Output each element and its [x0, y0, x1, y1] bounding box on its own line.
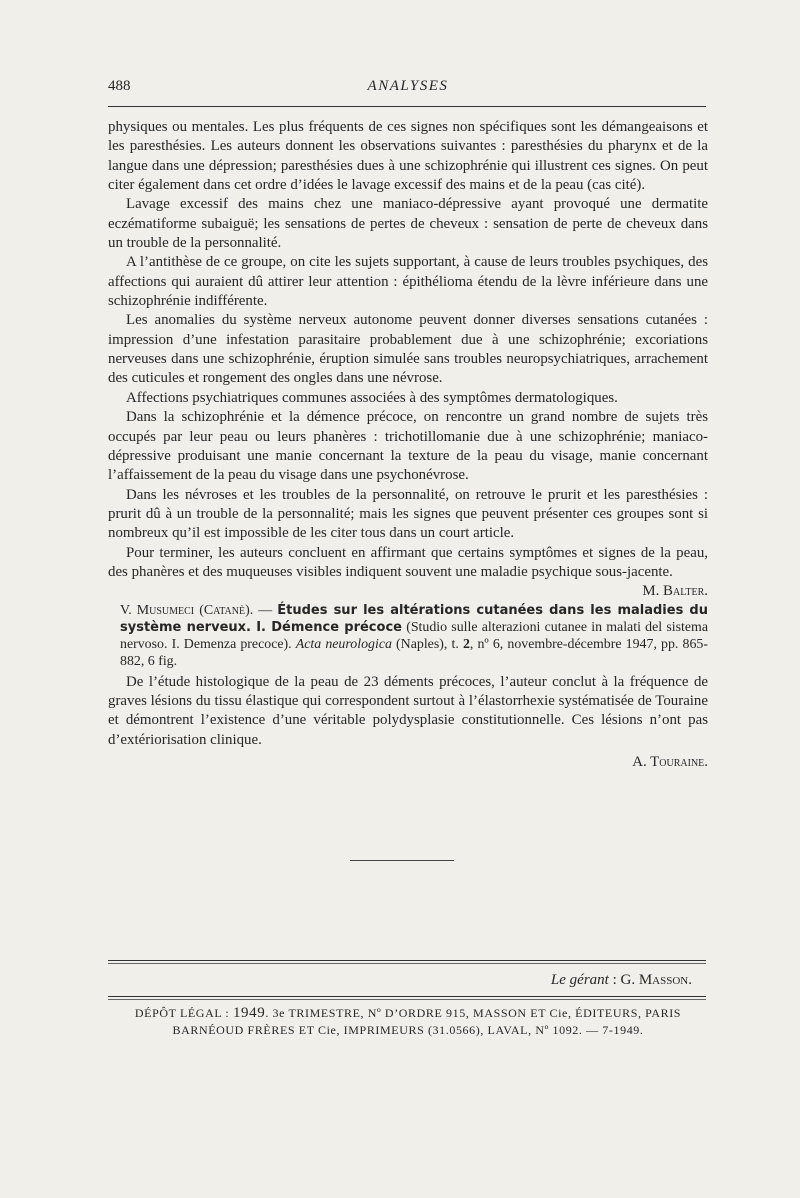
footer-line-1	[108, 1005, 708, 1022]
article1-paragraph: physiques ou mentales. Les plus fréquents de ces signes non spécifiques sont les démangeaisons et les paresthésies. Les auteurs donnent les observations suivantes : paresthésies du pharynx et de la langue dans une dépression; paresthésies dues à une schizophrénie qui illustrent ces signes. On peut citer également dans cet ordre d’idées le lavage excessif des mains et de la peau (cas cité).	[108, 119, 708, 194]
signature-text: A. Touraine.	[632, 753, 708, 770]
article1-paragraph: Pour terminer, les auteurs concluent en affirmant que certains symptômes et signes de la peau, des phanères et des muqueuses visibles indiquent souvent une maladie psychique sous-jacente.	[108, 544, 708, 580]
article2-citation-b: , nº 6, novembre-décembre 1947, pp. 865-882, 6 fig.	[120, 636, 708, 669]
article2-reference	[108, 602, 708, 670]
gerant-rule-top-2	[108, 963, 706, 964]
gerant-label: Le gérant	[550, 972, 609, 988]
article2-paragraph: De l’étude histologique de la peau de 23 déments précoces, l’auteur conclut à la fréquence de graves lésions du tissu élastique qui correspondent surtout à l’élastorrhexie systématisée de Touraine et démontrent l’existence d’une véritable polydysplasie constitutionnelle. Ces lésions n’ont pas d’extériorisation clinique.	[108, 673, 708, 748]
header-rule	[108, 106, 706, 107]
article1-paragraph: A l’antithèse de ce groupe, on cite les sujets supportant, à cause de leurs troubles psychiques, des affections qui auraient dû attirer leur attention : épithélioma étendu de la lèvre inférieure dans une schizophrénie indifférente.	[108, 254, 708, 310]
page-body	[108, 118, 708, 772]
article2-signature	[108, 753, 708, 772]
article2-volume: 2	[462, 636, 470, 652]
footer-rule-top	[108, 996, 706, 997]
signature-text: M. Balter.	[642, 583, 708, 600]
footer-depot: DÉPÔT LÉGAL :	[134, 1006, 233, 1020]
article2-journal: Acta neurologica	[295, 636, 392, 652]
article2-title: Études sur les altérations cutanées dans les maladies du système nerveux. I. Démence précoce	[120, 602, 708, 635]
article2-original-title: (Studio sulle alterazioni cutanee in malati del sistema nervoso. I. Demenza precoce).	[120, 619, 708, 652]
gerant-line	[551, 972, 692, 989]
article1-paragraph: Les anomalies du système nerveux autonome peuvent donner diverses sensations cutanées : impression d’une infestation parasitaire probablement due à une schizophrénie; excoriations nerveuses dans une schizophrénie, éruption simulée sans troubles neuropsychiatriques, arrachement des cuticules et rongement des ongles dans une névrose.	[108, 312, 708, 387]
article1-paragraph: Lavage excessif des mains chez une maniaco-dépressive ayant provoqué une dermatite eczématiforme subaiguë; les sensations de pertes de cheveux : sensation de perte de cheveux dans un trouble de la personnalité.	[108, 196, 708, 252]
footer-rule-top-2	[108, 999, 706, 1000]
article2-citation-a: (Naples), t.	[391, 636, 463, 652]
gerant-sep: :	[608, 972, 621, 988]
article1-signature	[108, 582, 708, 601]
article1-paragraph: Affections psychiatriques communes associées à des symptômes dermatologiques.	[126, 389, 618, 406]
page-header	[108, 78, 708, 100]
article2-author: V. Musumeci (Catanè).	[120, 602, 254, 618]
reference-dash: —	[253, 602, 278, 618]
footer-line-2: BARNÉOUD FRÈRES ET Cie, IMPRIMEURS (31.0566), LAVAL, Nº 1092. — 7-1949.	[172, 1023, 644, 1037]
gerant-rule-top	[108, 960, 706, 961]
running-title: ANALYSES	[367, 78, 449, 94]
gerant-name: G. Masson.	[620, 972, 692, 988]
page-number: 488	[108, 78, 131, 94]
footer-year: 1949	[232, 1005, 266, 1021]
article1-paragraph: Dans les névroses et les troubles de la personnalité, on retrouve le prurit et les paresthésies : prurit dû à un trouble de la personnalité; mais les signes que peuvent présenter ces groupes sont si nombreux qu’il est impossible de les citer tous dans un court article.	[108, 486, 708, 542]
article1-paragraph: Dans la schizophrénie et la démence précoce, on rencontre un grand nombre de sujets très occupés par leur peau ou leurs phanères : trichotillomanie due à une schizophrénie; maniaco-dépressive produisant une manie concernant la texture de la peau du visage, manie concernant l’affaissement de la peau du visage dans une psychonévrose.	[108, 409, 708, 484]
section-divider	[350, 860, 454, 861]
legal-footer	[108, 1005, 708, 1039]
footer-trimestre: . 3e TRIMESTRE, Nº D’ORDRE 915, MASSON ET Cie, ÉDITEURS, PARIS	[265, 1006, 682, 1020]
